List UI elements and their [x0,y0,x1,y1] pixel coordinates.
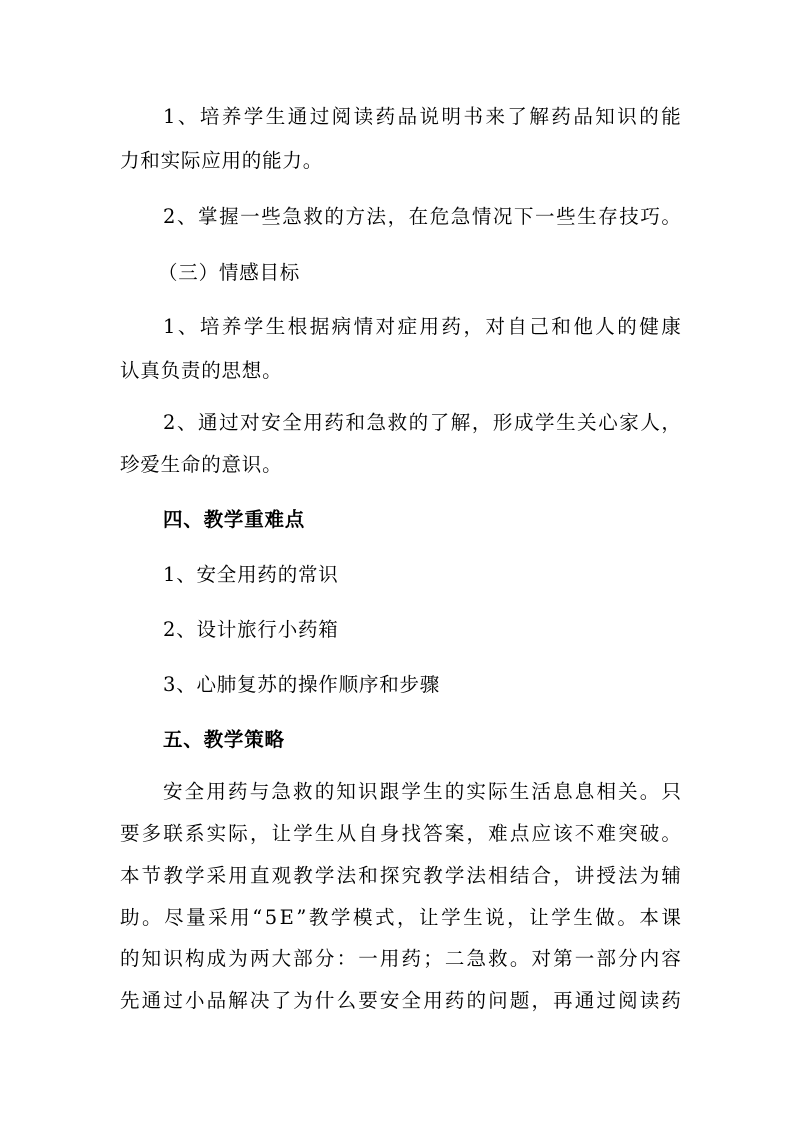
objective-emotion-2-line-2: 珍爱生命的意识。 [120,453,283,476]
objective-skill-2: 2 、 掌 握 一 些 急 救 的 方 法 ， 在 危 急 情 况 下 一 些 生 存 技 巧 。 [163,205,681,228]
objective-emotion-2-line-1: 2 、 通 过 对 安 全 用 药 和 急 救 的 了 解 ， 形 成 学 生 关 心 家 人 ， [163,411,681,434]
key-point-2: 2、设计旅行小药箱 [163,618,339,641]
strategy-paragraph-line-1: 安 全 用 药 与 急 救 的 知 识 跟 学 生 的 实 际 生 活 息 息 相 关 。 只 [163,780,681,803]
objective-skill-1-line-2: 力和实际应用的能力。 [120,149,324,172]
section-heading-key-difficulties: 四、教学重难点 [163,508,306,531]
objective-emotion-1-line-2: 认真负责的思想。 [120,359,283,382]
strategy-paragraph-line-3: 本 节 教 学 采 用 直 观 教 学 法 和 探 究 教 学 法 相 结 合 ， 讲 授 法 为 辅 [120,864,681,887]
strategy-paragraph-line-6: 先 通 过 小 品 解 决 了 为 什 么 要 安 全 用 药 的 问 题 ， 再 通 过 阅 读 药 [120,989,681,1012]
key-point-1: 1、安全用药的常识 [163,563,339,586]
section-heading-teaching-strategy: 五、教学策略 [163,728,285,751]
section-heading-emotional-goals: （三）情感目标 [158,261,301,284]
objective-emotion-1-line-1: 1 、 培 养 学 生 根 据 病 情 对 症 用 药 ， 对 自 己 和 他 人 的 健 康 [163,315,681,338]
strategy-paragraph-line-5: 的 知 识 构 成 为 两 大 部 分 ： 一 用 药 ； 二 急 救 。 对 第 一 部 分 内 容 [120,947,681,970]
objective-skill-1-line-1: 1 、 培 养 学 生 通 过 阅 读 药 品 说 明 书 来 了 解 药 品 知 识 的 能 [163,105,681,128]
strategy-paragraph-line-2: 要 多 联 系 实 际 ， 让 学 生 从 自 身 找 答 案 ， 难 点 应 该 不 难 突 破 。 [120,822,681,845]
key-point-3: 3、心肺复苏的操作顺序和步骤 [163,673,441,696]
strategy-paragraph-line-4: 助 。 尽 量 采 用 “ 5 E ” 教 学 模 式 ， 让 学 生 说 ， 让 学 生 做 。 本 课 [120,906,681,929]
